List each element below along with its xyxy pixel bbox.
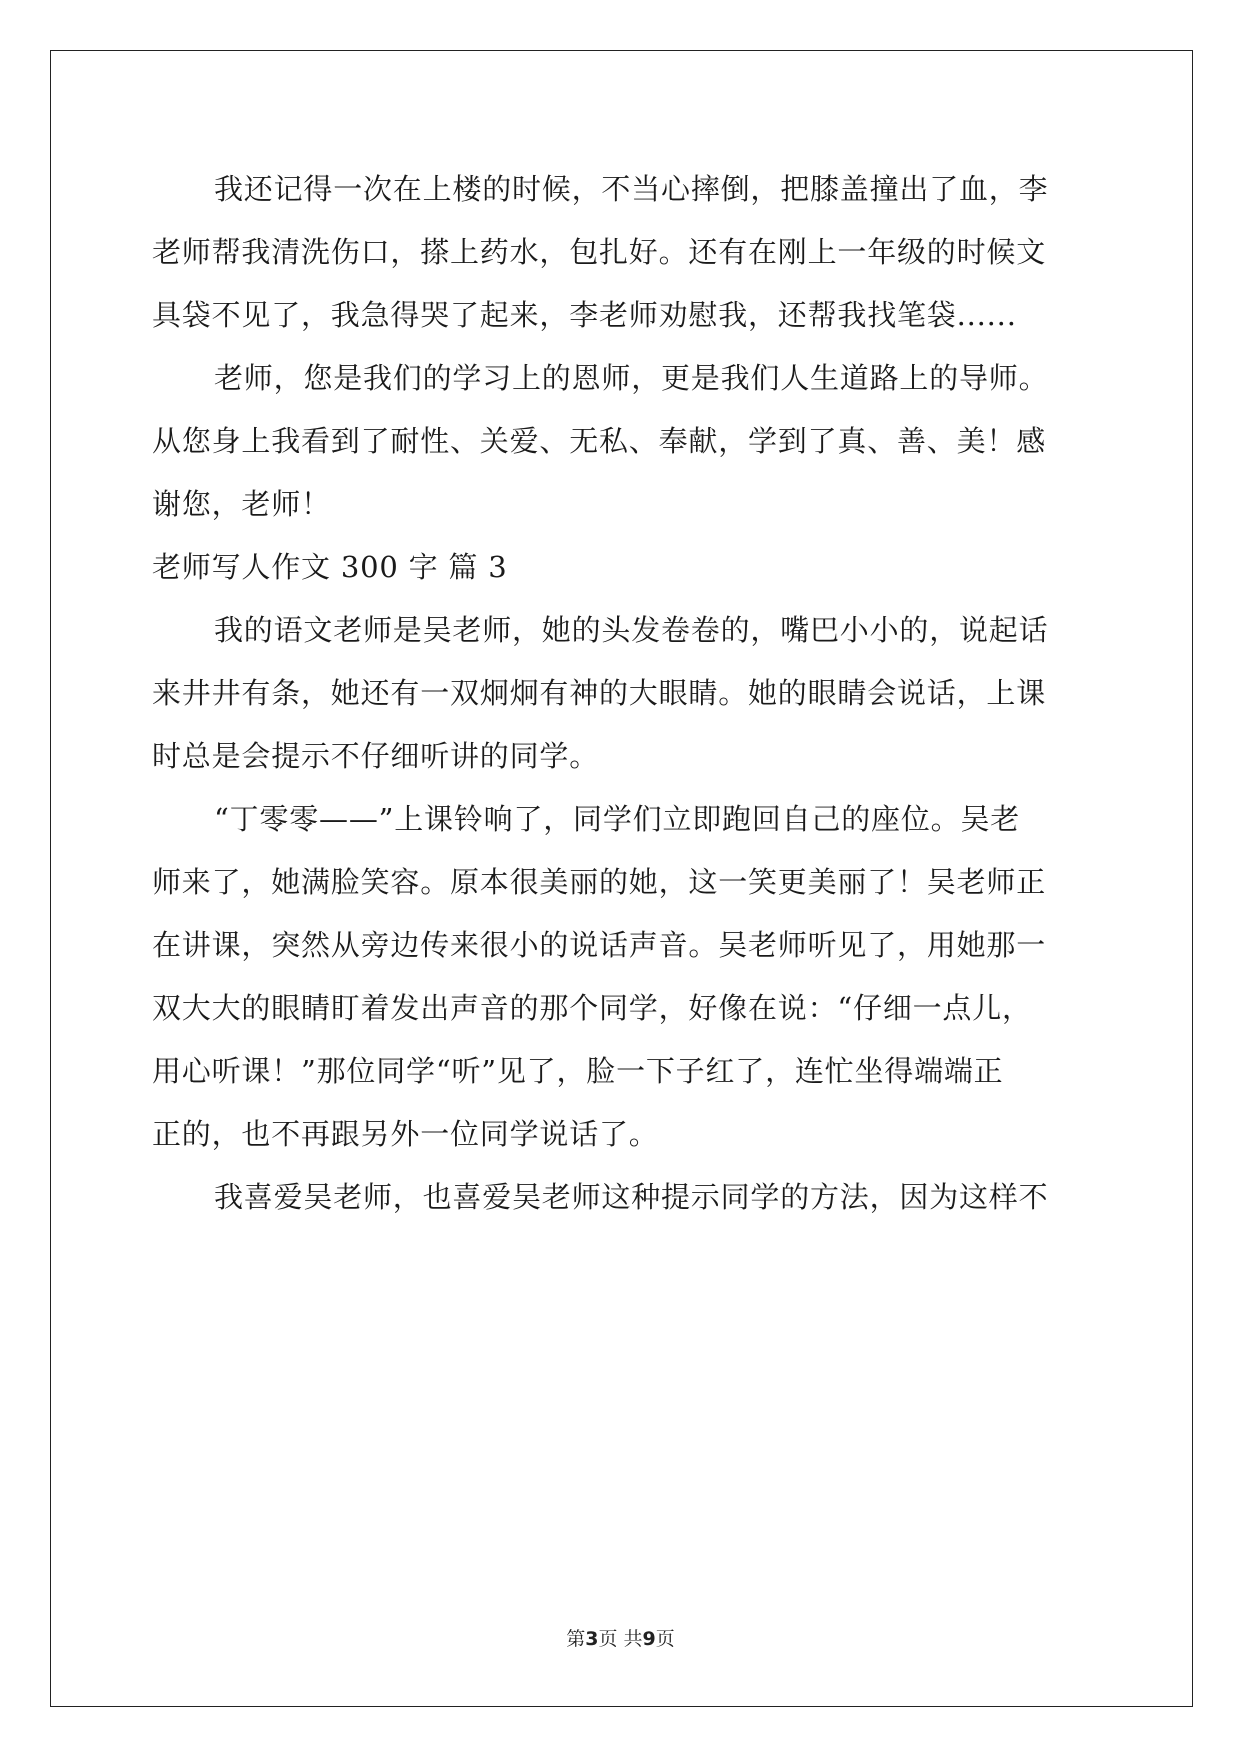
- text-line: 我的语文老师是吴老师，她的头发卷卷的，嘴巴小小的，说起话: [214, 613, 1049, 647]
- text-line: 我喜爱吴老师，也喜爱吴老师这种提示同学的方法，因为这样不: [214, 1180, 1049, 1214]
- text-line: 老师帮我清洗伤口，搽上药水，包扎好。还有在刚上一年级的时候文: [152, 235, 1047, 269]
- page-footer: [0, 1624, 1241, 1651]
- section-heading: 老师写人作文 300 字 篇 3: [152, 550, 508, 584]
- text-line: 具袋不见了，我急得哭了起来，李老师劝慰我，还帮我找笔袋......: [152, 298, 1017, 332]
- footer-prefix: 第: [566, 1628, 586, 1650]
- text-line: “丁零零——”上课铃响了，同学们立即跑回自己的座位。吴老: [214, 802, 1021, 836]
- text-line: 时总是会提示不仔细听讲的同学。: [152, 739, 600, 773]
- current-page-number: 3: [585, 1628, 599, 1650]
- footer-suffix: 页: [655, 1628, 675, 1650]
- text-line: 正的，也不再跟另外一位同学说话了。: [152, 1117, 659, 1151]
- footer-mid: 页 共: [598, 1628, 643, 1650]
- text-line: 在讲课，突然从旁边传来很小的说话声音。吴老师听见了，用她那一: [152, 928, 1047, 962]
- text-line: 从您身上我看到了耐性、关爱、无私、奉献，学到了真、善、美！感: [152, 424, 1047, 458]
- text-line: 双大大的眼睛盯着发出声音的那个同学，好像在说：“仔细一点儿，: [152, 991, 1032, 1025]
- text-line: 老师，您是我们的学习上的恩师，更是我们人生道路上的导师。: [214, 361, 1049, 395]
- text-line: 来井井有条，她还有一双炯炯有神的大眼睛。她的眼睛会说话，上课: [152, 676, 1047, 710]
- document-body: [152, 158, 1092, 1229]
- text-line: 谢您，老师！: [152, 487, 331, 521]
- total-page-number: 9: [642, 1628, 656, 1650]
- text-line: 师来了，她满脸笑容。原本很美丽的她，这一笑更美丽了！吴老师正: [152, 865, 1047, 899]
- text-line: 用心听课！”那位同学“听”见了，脸一下子红了，连忙坐得端端正: [152, 1054, 1004, 1088]
- text-line: 我还记得一次在上楼的时候，不当心摔倒，把膝盖撞出了血，李: [214, 172, 1049, 206]
